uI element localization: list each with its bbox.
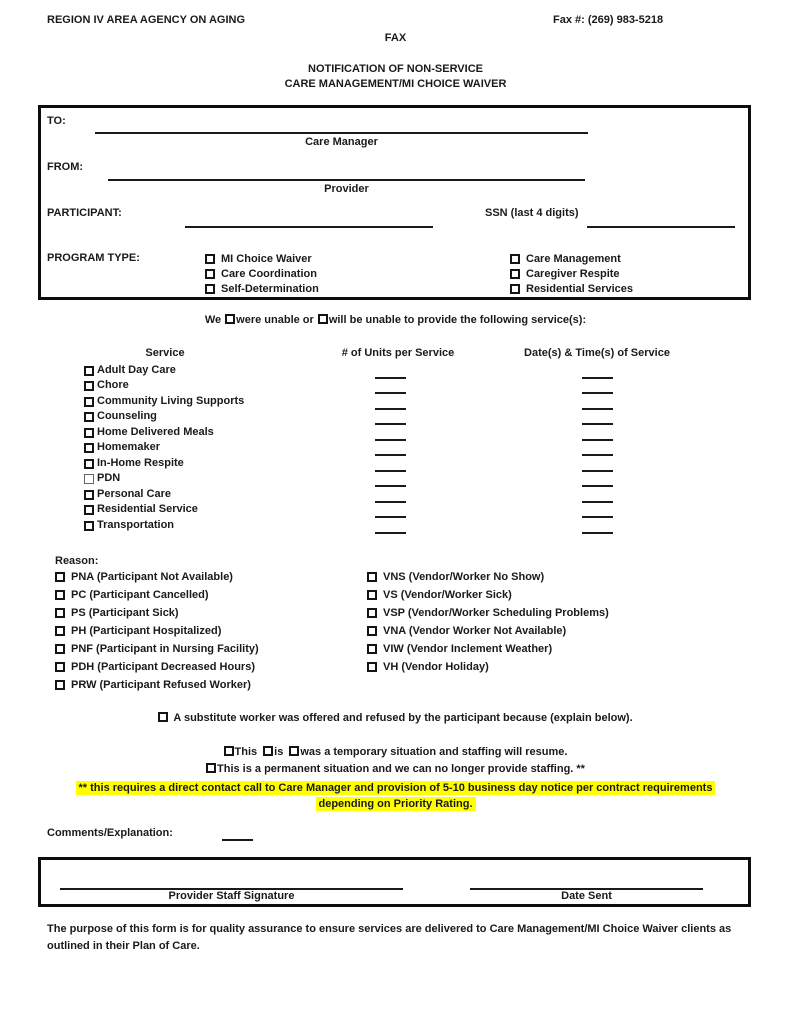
dates-blank[interactable] <box>582 485 613 487</box>
checkbox-service-pdn[interactable] <box>84 474 94 484</box>
reason-option-label: VSP (Vendor/Worker Scheduling Problems) <box>383 606 609 619</box>
program-option-caregiver-respite[interactable] <box>510 267 620 280</box>
program-type-label: PROGRAM TYPE: <box>47 252 140 264</box>
substitute-worker-statement <box>0 712 791 724</box>
dates-blank[interactable] <box>582 392 613 394</box>
temporary-seg3: was a temporary situation and staffing will resume. <box>300 746 568 758</box>
service-label: Homemaker <box>97 441 160 453</box>
checkbox-service-adult-day-care[interactable] <box>84 366 94 376</box>
ssn-field-line[interactable] <box>587 226 735 228</box>
reason-option-label: PC (Participant Cancelled) <box>71 588 209 601</box>
units-blank[interactable] <box>375 485 406 487</box>
program-option-label: Care Management <box>526 252 621 265</box>
reason-option-label: PS (Participant Sick) <box>71 606 179 619</box>
reason-option-viw[interactable] <box>367 642 552 655</box>
permanent-label: This is a permanent situation and we can no longer provide staffing. ** <box>217 763 585 775</box>
checkbox-were-unable[interactable] <box>225 314 235 324</box>
checkbox-this[interactable] <box>224 746 234 756</box>
checkbox-service-homemaker[interactable] <box>84 443 94 453</box>
reason-option-label: PNA (Participant Not Available) <box>71 570 233 583</box>
service-label: Adult Day Care <box>97 364 176 376</box>
checkbox-service-in-home-respite[interactable] <box>84 459 94 469</box>
unable-prefix: We <box>204 314 222 326</box>
checkbox-will-be-unable[interactable] <box>318 314 328 324</box>
table-row <box>0 503 791 518</box>
checkbox-reason-pnf[interactable] <box>55 644 65 654</box>
reason-option-vh[interactable] <box>367 660 489 673</box>
units-blank[interactable] <box>375 392 406 394</box>
table-row <box>0 441 791 456</box>
reason-label: Reason: <box>55 555 99 567</box>
column-header-dates: Date(s) & Time(s) of Service <box>524 347 670 359</box>
dates-blank[interactable] <box>582 454 613 456</box>
service-label: In-Home Respite <box>97 457 184 469</box>
reason-option-vsp[interactable] <box>367 606 609 619</box>
to-field-line[interactable] <box>95 132 588 134</box>
comments-label: Comments/Explanation: <box>47 827 173 839</box>
reason-option-label: VS (Vendor/Worker Sick) <box>383 588 512 601</box>
checkbox-service-personal-care[interactable] <box>84 490 94 500</box>
reason-option-label: VNS (Vendor/Worker No Show) <box>383 570 545 583</box>
program-option-mi-choice-waiver[interactable] <box>205 252 312 265</box>
table-row <box>0 379 791 394</box>
participant-field-line[interactable] <box>185 226 433 228</box>
reason-option-ps[interactable] <box>55 606 179 619</box>
reason-option-pdh[interactable] <box>55 660 255 673</box>
checkbox-reason-pc[interactable] <box>55 590 65 600</box>
checkbox-reason-vh[interactable] <box>367 662 377 672</box>
participant-label: PARTICIPANT: <box>47 207 122 219</box>
comments-blank[interactable] <box>222 839 253 841</box>
checkbox-service-chore[interactable] <box>84 381 94 391</box>
reason-option-label: VH (Vendor Holiday) <box>383 660 489 673</box>
from-field-line[interactable] <box>108 179 585 181</box>
checkbox-service-community-living-supports[interactable] <box>84 397 94 407</box>
table-row <box>0 457 791 472</box>
checkbox-service-home-delivered-meals[interactable] <box>84 428 94 438</box>
unable-option1: were unable or <box>236 314 314 326</box>
program-option-label: Self-Determination <box>221 282 319 295</box>
fax-label: FAX <box>384 32 407 44</box>
table-row <box>0 426 791 441</box>
reason-option-pna[interactable] <box>55 570 233 583</box>
unable-statement <box>0 314 791 326</box>
table-row <box>0 364 791 379</box>
reason-option-ph[interactable] <box>55 624 221 637</box>
checkbox-caregiver-respite[interactable] <box>510 269 520 279</box>
service-label: Community Living Supports <box>97 395 245 407</box>
units-blank[interactable] <box>375 423 406 425</box>
unable-option2: will be unable to provide the following service(s): <box>328 314 587 326</box>
checkbox-service-counseling[interactable] <box>84 412 94 422</box>
table-row <box>0 488 791 503</box>
from-caption: Provider <box>324 183 369 195</box>
service-label: Counseling <box>97 410 157 422</box>
reason-option-pc[interactable] <box>55 588 209 601</box>
from-label: FROM: <box>47 161 84 173</box>
checkbox-service-transportation[interactable] <box>84 521 94 531</box>
date-sent-label: Date Sent <box>561 890 612 902</box>
table-row <box>0 410 791 425</box>
reason-option-label: PRW (Participant Refused Worker) <box>71 678 251 691</box>
reason-option-vna[interactable] <box>367 624 566 637</box>
checkbox-reason-vna[interactable] <box>367 626 377 636</box>
checkbox-reason-vns[interactable] <box>367 572 377 582</box>
program-option-label: Care Coordination <box>221 267 317 280</box>
ssn-label: SSN (last 4 digits) <box>485 207 579 219</box>
highlight-note-line1: ** this requires a direct contact call to Care Manager and provision of 5-10 business day notice per contract requirements <box>76 781 716 795</box>
reason-option-prw[interactable] <box>55 678 251 691</box>
reason-option-vs[interactable] <box>367 588 512 601</box>
reason-option-label: PNF (Participant in Nursing Facility) <box>71 642 259 655</box>
program-option-label: MI Choice Waiver <box>221 252 312 265</box>
reason-option-vns[interactable] <box>367 570 544 583</box>
purpose-statement: The purpose of this form is for quality assurance to ensure services are delivered to Care Management/MI Choice Waiver clients as outlined in their Plan of Care. <box>47 923 732 952</box>
recipient-program-box <box>38 105 751 300</box>
reason-option-label: PDH (Participant Decreased Hours) <box>71 660 255 673</box>
program-option-label: Caregiver Respite <box>526 267 620 280</box>
dates-blank[interactable] <box>582 423 613 425</box>
checkbox-reason-vsp[interactable] <box>367 608 377 618</box>
service-label: Personal Care <box>97 488 171 500</box>
service-label: Transportation <box>97 519 175 531</box>
program-option-self-determination[interactable] <box>205 282 319 295</box>
to-label: TO: <box>47 115 66 127</box>
substitute-worker-label: A substitute worker was offered and refused by the participant because (explain below). <box>173 712 633 724</box>
reason-option-label: PH (Participant Hospitalized) <box>71 624 222 637</box>
units-blank[interactable] <box>375 454 406 456</box>
fax-number: Fax #: (269) 983-5218 <box>553 14 664 26</box>
program-option-care-coordination[interactable] <box>205 267 317 280</box>
column-header-service: Service <box>145 347 185 359</box>
checkbox-reason-pna[interactable] <box>55 572 65 582</box>
checkbox-reason-prw[interactable] <box>55 680 65 690</box>
checkbox-care-coordination[interactable] <box>205 269 215 279</box>
checkbox-reason-viw[interactable] <box>367 644 377 654</box>
checkbox-care-management[interactable] <box>510 254 520 264</box>
checkbox-service-residential-service[interactable] <box>84 505 94 515</box>
temporary-seg1: This <box>234 746 258 758</box>
temporary-situation-statement <box>0 746 791 758</box>
service-label: Residential Service <box>97 503 198 515</box>
checkbox-self-determination[interactable] <box>205 284 215 294</box>
checkbox-substitute-worker[interactable] <box>158 712 168 722</box>
checkbox-residential-services[interactable] <box>510 284 520 294</box>
form-title-line1: NOTIFICATION OF NON-SERVICE <box>308 63 483 75</box>
table-row <box>0 472 791 487</box>
service-label: Home Delivered Meals <box>97 426 214 438</box>
highlight-note-line2: depending on Priority Rating. <box>316 797 476 811</box>
dates-blank[interactable] <box>582 532 613 534</box>
units-blank[interactable] <box>375 516 406 518</box>
program-option-care-management[interactable] <box>510 252 621 265</box>
provider-signature-label: Provider Staff Signature <box>168 890 295 902</box>
units-blank[interactable] <box>375 532 406 534</box>
program-option-label: Residential Services <box>526 282 634 295</box>
table-row <box>0 519 791 534</box>
agency-title: REGION IV AREA AGENCY ON AGING <box>47 14 246 26</box>
column-header-units: # of Units per Service <box>341 347 455 359</box>
checkbox-was[interactable] <box>289 746 299 756</box>
reason-option-label: VIW (Vendor Inclement Weather) <box>383 642 553 655</box>
checkbox-permanent[interactable] <box>206 763 216 773</box>
form-title-line2: CARE MANAGEMENT/MI CHOICE WAIVER <box>284 78 507 90</box>
checkbox-reason-ps[interactable] <box>55 608 65 618</box>
checkbox-mi-choice-waiver[interactable] <box>205 254 215 264</box>
highlight-note <box>0 780 791 812</box>
service-label: Chore <box>97 379 129 391</box>
to-caption: Care Manager <box>305 136 378 148</box>
service-label: PDN <box>97 472 121 484</box>
checkbox-reason-ph[interactable] <box>55 626 65 636</box>
signature-box <box>38 857 751 907</box>
checkbox-reason-vs[interactable] <box>367 590 377 600</box>
table-row <box>0 395 791 410</box>
dates-blank[interactable] <box>582 516 613 518</box>
program-option-residential-services[interactable] <box>510 282 633 295</box>
checkbox-is[interactable] <box>263 746 273 756</box>
permanent-situation-statement <box>0 763 791 775</box>
checkbox-reason-pdh[interactable] <box>55 662 65 672</box>
reason-option-pnf[interactable] <box>55 642 259 655</box>
temporary-seg2: is <box>274 746 284 758</box>
reason-option-label: VNA (Vendor Worker Not Available) <box>383 624 567 637</box>
